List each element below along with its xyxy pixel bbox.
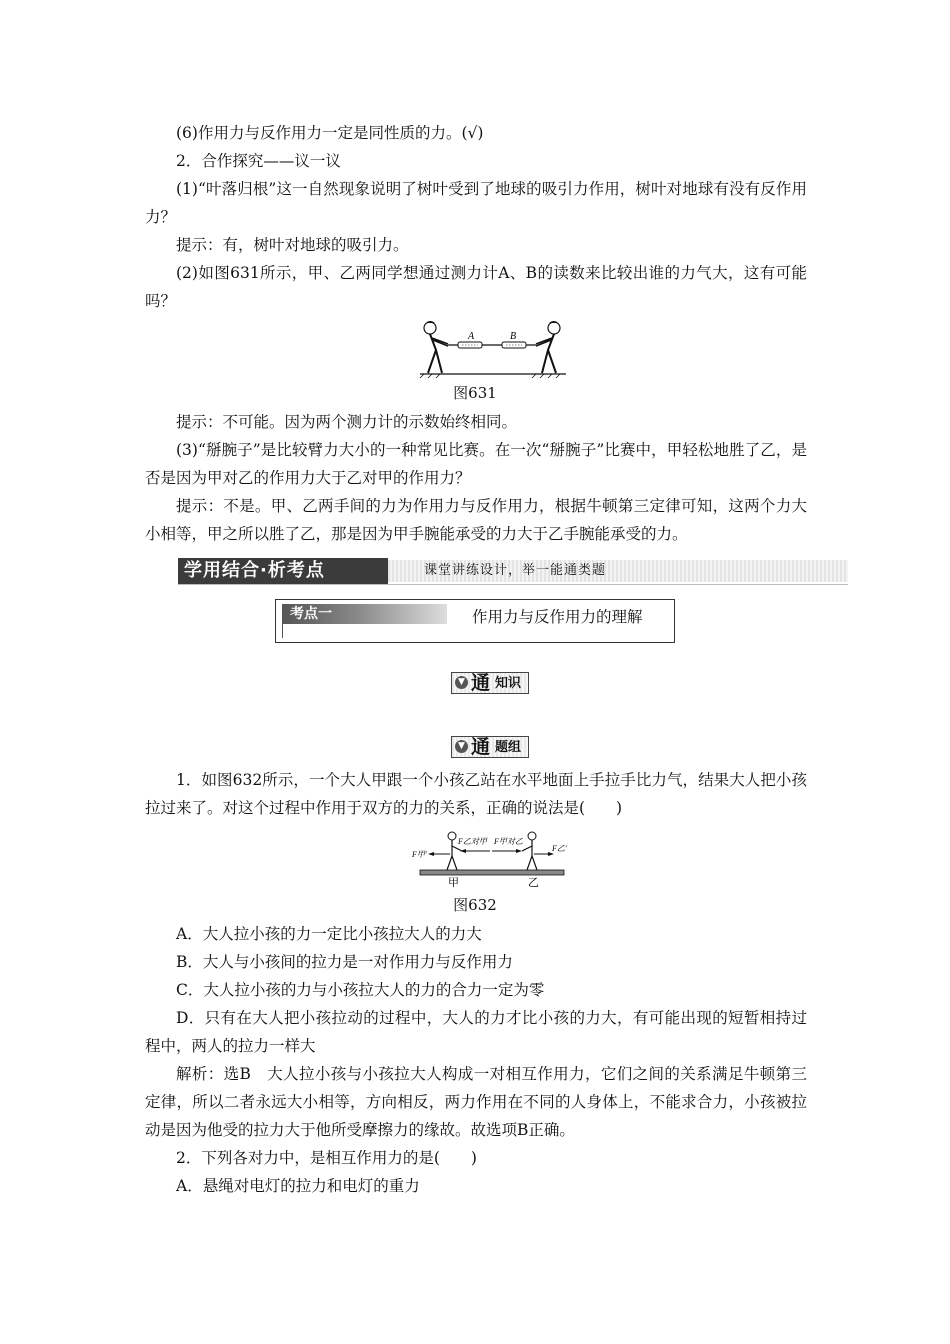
label-f-yi-prime: F乙′ (552, 844, 567, 853)
triangle-down-icon: ▼ (455, 740, 468, 753)
hint-3: 提示：不是。甲、乙两手间的力为作用力与反作用力，根据牛顿第三定律可知，这两个力大小相等，甲之所以胜了乙，那是因为甲手腕能承受的力大于乙手腕能承受的力。 (145, 497, 807, 543)
badge-tong-tizu-small: 题组 (495, 740, 522, 755)
question-1-stem: 1．如图632所示，一个大人甲跟一个小孩乙站在水平地面上手拉手比力气，结果大人把小孩拉过来了。对这个过程中作用于双方的力的关系，正确的说法是( ) (145, 771, 807, 817)
question-2-paragraph: (2)如图631所示，甲、乙两同学想通过测力计A、B的读数来比较出谁的力气大，这有可能吗？ (145, 264, 807, 310)
q1-option-a: A．大人拉小孩的力一定比小孩拉大人的力大 (176, 925, 482, 943)
topic-box (275, 599, 675, 643)
q1-analysis: 解析：选B 大人拉小孩与小孩拉大人构成一对相互作用力，它们之间的关系满足牛顿第三定律，所以二者永远大小相等，方向相反，两力作用在不同的人身体上，不能求合力，小孩被拉动是因为他受的拉力大于他所受摩擦力的缘故。故选项B正确。 (145, 1065, 807, 1139)
section-heading-discussion: 2．合作探究——议一议 (176, 152, 341, 170)
q1-option-b: B．大人与小孩间的拉力是一对作用力与反作用力 (176, 953, 513, 971)
topic-tag-corner (282, 624, 283, 638)
question-3-paragraph: (3)“掰腕子”是比较臂力大小的一种常见比赛。在一次“掰腕子”比赛中，甲轻松地胜了乙，是否是因为甲对乙的作用力大于乙对甲的作用力？ (145, 441, 807, 487)
figure-631-caption: 图631 (453, 384, 497, 402)
hint-1: 提示：有，树叶对地球的吸引力。 (176, 236, 409, 254)
banner-title: 学用结合·析考点 (178, 558, 388, 584)
figure-631-tug-of-war (418, 318, 568, 380)
q2-option-a: A．悬绳对电灯的拉力和电灯的重力 (176, 1177, 420, 1195)
label-jia: 甲 (448, 876, 459, 888)
text-line-6: (6)作用力与反作用力一定是同性质的力。(√) (176, 124, 484, 142)
banner-subtitle: 课堂讲练设计，举一能通类题 (388, 560, 848, 582)
badge-tong-tizu-big: 通 (471, 736, 491, 758)
question-1-paragraph: (1)“叶落归根”这一自然现象说明了树叶受到了地球的吸引力作用，树叶对地球有没有反作用力？ (145, 180, 807, 226)
badge-tong-zhishi-small: 知识 (495, 676, 522, 691)
banner-rule (178, 584, 848, 585)
label-f-yi-dui-jia: F乙对甲 (458, 837, 487, 846)
label-scale-a: A (468, 331, 475, 342)
label-f-jia-prime: F甲′ (412, 850, 427, 859)
badge-tong-tizu (451, 736, 529, 758)
badge-tong-zhishi-big: 通 (471, 672, 491, 694)
triangle-down-icon: ▼ (455, 676, 468, 689)
q1-option-c: C．大人拉小孩的力与小孩拉大人的力的合力一定为零 (176, 981, 545, 999)
question-2-stem: 2．下列各对力中，是相互作用力的是( ) (176, 1149, 477, 1167)
badge-tong-zhishi (451, 672, 529, 694)
label-scale-b: B (510, 331, 517, 342)
hint-2: 提示：不可能。因为两个测力计的示数始终相同。 (176, 413, 518, 431)
figure-632-caption: 图632 (453, 896, 497, 914)
label-yi: 乙 (528, 876, 539, 888)
section-banner (178, 558, 848, 586)
topic-title: 作用力与反作用力的理解 (472, 608, 643, 626)
topic-tag: 考点一 (282, 604, 447, 624)
figure-632-force-diagram (410, 824, 570, 888)
q1-option-d: D．只有在大人把小孩拉动的过程中，大人的力才比小孩的力大，有可能出现的短暂相持过程中，两人的拉力一样大 (145, 1009, 807, 1055)
label-f-jia-dui-yi: F甲对乙 (494, 837, 523, 846)
